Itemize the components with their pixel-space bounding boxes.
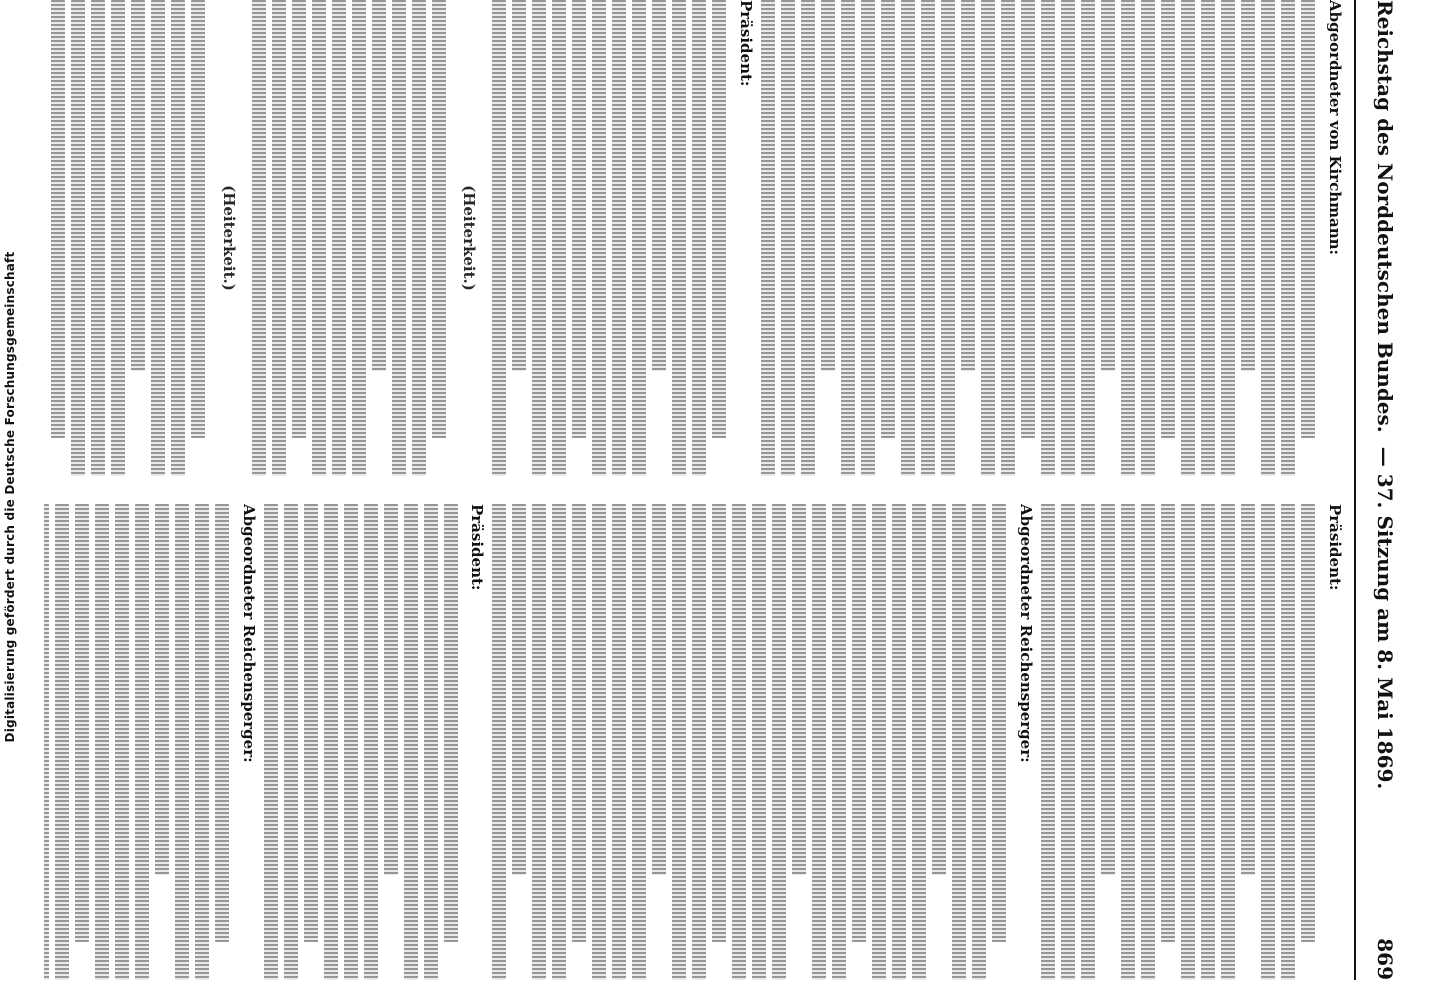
- text-line: [673, 504, 687, 980]
- text-line: [91, 0, 105, 476]
- left-column: [44, 0, 1344, 476]
- header-title: Reichstag des Norddeutschen Bundes.: [1373, 0, 1397, 433]
- text-line: [1101, 504, 1115, 875]
- text-line: [364, 504, 378, 980]
- header-left: [1373, 0, 1397, 789]
- text-line: [292, 0, 306, 438]
- right-column: [44, 504, 1344, 980]
- text-line: [893, 504, 907, 980]
- text-line: [921, 0, 935, 476]
- text-line: [573, 0, 587, 438]
- text-line: [1241, 504, 1255, 875]
- text-line: [841, 0, 855, 476]
- dfg-sidebar: [0, 0, 24, 1000]
- text-line: [773, 504, 787, 980]
- text-line: [653, 504, 667, 875]
- text-line: [55, 504, 69, 980]
- text-line: [115, 504, 129, 980]
- text-line: [613, 504, 627, 980]
- text-line: [693, 0, 707, 476]
- text-line: [861, 0, 875, 476]
- text-line: [1001, 0, 1015, 476]
- text-line: [1181, 0, 1195, 476]
- text-line: [1081, 0, 1095, 476]
- speaker-label: Abgeordneter Reichensperger:: [1017, 504, 1036, 763]
- text-line: [753, 504, 767, 980]
- text-line: [633, 0, 647, 476]
- text-line: [573, 504, 587, 942]
- text-line: [131, 0, 145, 371]
- text-line: [953, 504, 967, 980]
- text-line: [493, 504, 507, 980]
- text-line: [673, 0, 687, 476]
- text-line: [713, 504, 727, 942]
- text-line: [111, 0, 125, 476]
- text-line: [653, 0, 667, 371]
- text-line: [821, 0, 835, 371]
- text-line: [901, 0, 915, 476]
- text-line: [1161, 504, 1175, 942]
- text-line: [941, 0, 955, 476]
- text-line: [1041, 504, 1055, 980]
- page-header: [1354, 0, 1414, 980]
- rotated-page-content: [34, 0, 1414, 980]
- text-line: [71, 0, 85, 476]
- two-column-body: [44, 0, 1344, 980]
- text-line: [155, 504, 169, 875]
- text-line: [264, 504, 278, 980]
- text-line: [981, 0, 995, 476]
- text-line: [424, 504, 438, 980]
- speaker-label: Präsident:: [468, 504, 487, 591]
- text-line: [781, 0, 795, 476]
- text-line: [513, 504, 527, 875]
- text-line: [195, 504, 209, 980]
- text-line: [593, 0, 607, 476]
- text-line: [593, 504, 607, 980]
- text-line: [1281, 504, 1295, 980]
- text-line: [881, 0, 895, 438]
- text-line: [412, 0, 426, 476]
- text-line: [272, 0, 286, 476]
- text-line: [493, 0, 507, 476]
- text-line: [553, 504, 567, 980]
- text-line: [344, 504, 358, 980]
- text-line: [801, 0, 815, 476]
- text-line: [693, 504, 707, 980]
- text-line: [793, 504, 807, 875]
- text-line: [733, 504, 747, 980]
- text-line: [392, 0, 406, 476]
- text-line: [444, 504, 458, 942]
- text-line: [191, 0, 205, 438]
- text-line: [613, 0, 627, 476]
- speaker-label: Abgeordneter von Kirchmann:: [1326, 0, 1344, 256]
- text-line: [135, 504, 149, 980]
- text-line: [993, 504, 1007, 942]
- text-line: [432, 0, 446, 438]
- text-line: [1141, 0, 1155, 476]
- text-line: [1221, 504, 1235, 980]
- text-line: [1201, 0, 1215, 476]
- stage-direction: (Heiterkeit.): [219, 185, 238, 291]
- text-line: [1261, 504, 1275, 980]
- text-line: [372, 0, 386, 371]
- text-line: [1261, 0, 1275, 476]
- text-line: [713, 0, 727, 438]
- text-line: [44, 504, 49, 980]
- text-line: [1061, 0, 1075, 476]
- text-line: [1021, 0, 1035, 438]
- text-line: [284, 504, 298, 980]
- text-line: [933, 504, 947, 875]
- text-line: [913, 504, 927, 980]
- text-line: [961, 0, 975, 371]
- text-line: [1201, 504, 1215, 980]
- text-line: [252, 0, 266, 476]
- text-line: [553, 0, 567, 476]
- text-line: [1081, 504, 1095, 980]
- stage-direction: (Heiterkeit.): [460, 185, 479, 291]
- text-line: [171, 0, 185, 476]
- text-line: [215, 504, 229, 942]
- text-line: [1301, 0, 1315, 438]
- text-line: [1141, 504, 1155, 980]
- text-line: [633, 504, 647, 980]
- speaker-label: Abgeordneter Reichensperger:: [239, 504, 258, 763]
- text-line: [352, 0, 366, 476]
- text-line: [1221, 0, 1235, 476]
- text-line: [75, 504, 89, 942]
- text-line: [175, 504, 189, 980]
- text-line: [332, 0, 346, 476]
- text-line: [151, 0, 165, 476]
- text-line: [95, 504, 109, 980]
- text-line: [1241, 0, 1255, 371]
- text-line: [973, 504, 987, 980]
- text-line: [761, 0, 775, 476]
- text-line: [853, 504, 867, 942]
- header-session: — 37. Sitzung am 8. Mai 1869.: [1373, 446, 1397, 790]
- text-line: [813, 504, 827, 980]
- text-line: [1161, 0, 1175, 438]
- text-line: [404, 504, 418, 980]
- text-line: [1041, 0, 1055, 476]
- speaker-label: Präsident:: [737, 0, 756, 87]
- text-line: [1121, 504, 1135, 980]
- text-line: [1181, 504, 1195, 980]
- text-line: [1121, 0, 1135, 476]
- text-line: [324, 504, 338, 980]
- text-line: [51, 0, 65, 438]
- text-line: [1281, 0, 1295, 476]
- text-line: [304, 504, 318, 942]
- text-line: [873, 504, 887, 980]
- page-number: 869: [1373, 938, 1397, 980]
- text-line: [533, 0, 547, 476]
- speaker-label: Präsident:: [1326, 504, 1344, 591]
- text-line: [533, 504, 547, 980]
- dfg-credit: Digitalisierung gefördert durch die Deutsche Forschungsgemeinschaft: [3, 251, 17, 743]
- text-line: [384, 504, 398, 875]
- text-line: [833, 504, 847, 980]
- text-line: [513, 0, 527, 371]
- text-line: [1301, 504, 1315, 942]
- text-line: [1061, 504, 1075, 980]
- text-line: [1101, 0, 1115, 371]
- text-line: [312, 0, 326, 476]
